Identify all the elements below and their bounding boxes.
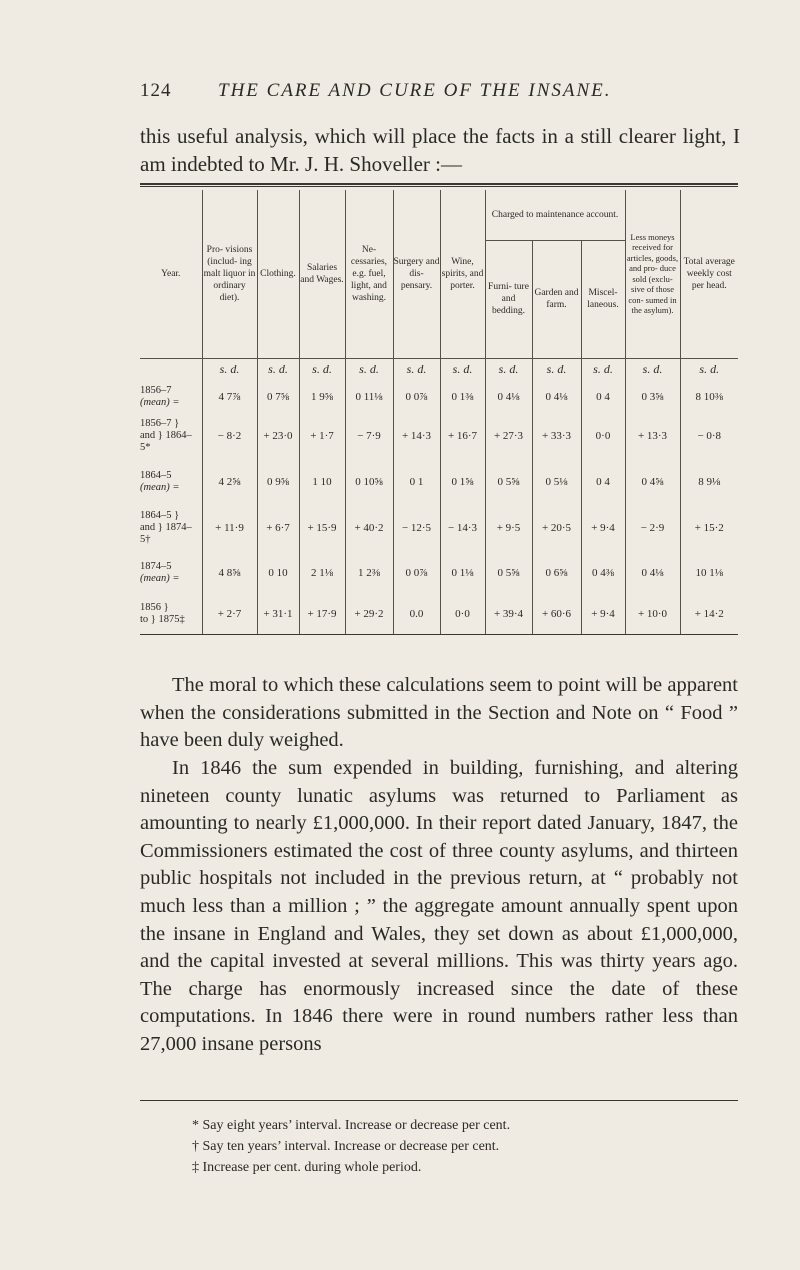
table-cell: 0 11⅛ [345,381,393,413]
footnote-2: † Say ten years’ interval. Increase or decrease per cent. [192,1139,500,1154]
table-cell: + 15·2 [680,505,738,551]
unit-label: s. d. [581,358,625,381]
table-cell: + 23·0 [257,413,299,459]
table-cell: + 29·2 [345,595,393,635]
table-cell: 1 9⅝ [299,381,345,413]
table-cell: − 0·8 [680,413,738,459]
footnote-1: * Say eight years’ interval. Increase or decrease per cent. [192,1118,511,1133]
col-header-furniture: Furni- ture and bedding. [485,240,532,358]
unit-label: s. d. [680,358,738,381]
unit-label: s. d. [485,358,532,381]
year-cell: 1856–7 (mean) = [140,384,180,408]
table-cell: − 7·9 [345,413,393,459]
table-cell: + 17·9 [299,595,345,635]
table-cell: + 14·2 [680,595,738,635]
table-cell: + 27·3 [485,413,532,459]
table-cell: 0 10 [257,551,299,595]
table-cell: 1 2⅜ [345,551,393,595]
table-top-rule-thin [140,186,738,187]
running-title: THE CARE AND CURE OF THE INSANE. [218,80,612,101]
unit-label: s. d. [345,358,393,381]
table-cell: 0 4⅜ [581,551,625,595]
table-cell: + 11·9 [202,505,257,551]
table-cell: + 2·7 [202,595,257,635]
col-header-wine: Wine, spirits, and porter. [440,190,485,358]
col-header-provisions: Pro- visions (includ- ing malt liquor in ordinary diet). [202,190,257,358]
table-cell: 0 1⅛ [440,551,485,595]
table-cell: 2 1⅛ [299,551,345,595]
table-row [140,551,738,595]
table-cell: 0 4⅛ [625,551,680,595]
table-cell: 0.0 [393,595,440,635]
table-cell: 0 7⅝ [257,381,299,413]
table-cell: 0·0 [440,595,485,635]
table-cell: 0 4⅝ [625,459,680,505]
year-cell: 1864–5 (mean) = [140,469,180,493]
table-cell: 0 0⅞ [393,551,440,595]
table-cell: 0 1 [393,459,440,505]
table-cell: + 39·4 [485,595,532,635]
table-cell: + 6·7 [257,505,299,551]
table-row [140,381,738,413]
col-header-salaries: Salaries and Wages. [299,190,345,358]
year-cell: 1874–5 (mean) = [140,560,180,584]
table-top-rule [140,183,738,185]
table-cell: 1 10 [299,459,345,505]
table-cell: 0 4⅛ [485,381,532,413]
table-cell: − 2·9 [625,505,680,551]
table-cell: + 14·3 [393,413,440,459]
table-cell: + 16·7 [440,413,485,459]
table-cell: 0 4 [581,459,625,505]
unit-label: s. d. [532,358,581,381]
unit-label: s. d. [625,358,680,381]
col-header-surgery: Surgery and dis- pensary. [393,190,440,358]
col-header-garden: Garden and farm. [532,240,581,358]
table-cell: 0 9⅝ [257,459,299,505]
table-cell: 0 5⅝ [485,459,532,505]
col-header-year: Year. [140,190,202,358]
table-cell: + 15·9 [299,505,345,551]
table-cell: 0 6⅝ [532,551,581,595]
table-cell: + 31·1 [257,595,299,635]
table-cell: + 33·3 [532,413,581,459]
table-cell: 0 1⅜ [440,381,485,413]
col-header-clothing: Clothing. [257,190,299,358]
table-cell: 0 4⅛ [532,381,581,413]
table-cell: 0 4 [581,381,625,413]
col-header-miscellaneous: Miscel- laneous. [581,240,625,358]
table-cell: 4 2⅝ [202,459,257,505]
unit-label: s. d. [440,358,485,381]
table-cell: 0 5⅛ [532,459,581,505]
table-cell: + 9·4 [581,505,625,551]
table-cell: 0 10⅝ [345,459,393,505]
units-row [140,358,738,381]
year-cell: 1856–7 } and } 1864–5* [140,417,192,453]
table-cell: − 8·2 [202,413,257,459]
unit-label: s. d. [299,358,345,381]
running-header [140,80,740,106]
table-cell: 10 1⅛ [680,551,738,595]
table-cell: + 13·3 [625,413,680,459]
paragraph-moral: The moral to which these calculations seem to point will be apparent when the considerations submitted in the Section and Note on “ Food ” have been duly weighed. [140,674,738,752]
table-cell: + 1·7 [299,413,345,459]
table-cell: 0·0 [581,413,625,459]
table-row [140,505,738,551]
table-row [140,413,738,459]
group-header-maintenance: Charged to maintenance account. [485,190,625,240]
table-cell: + 10·0 [625,595,680,635]
paragraph-expenditure: In 1846 the sum expended in building, furnishing, and altering nineteen county lunatic asylums was returned to Parliament as amounting to nearly £1,000,000. In their report dated January, 1847, the Commissioners estimated the cost of three county asylums, and thirteen public hospitals not included in the previous return, at “ probably not much less than a million ; ” the aggregate amount annually spent upon the insane in England and Wales, they set down as about £1,000,000, and the capital invested at several millions. This was thirty years ago. The charge has enormously increased since the date of these computations. In 1846 there were in round numbers rather less than 27,000 insane persons [140,757,738,1055]
table-cell: 0 5⅝ [485,551,532,595]
year-cell: 1864–5 } and } 1874–5† [140,509,192,545]
unit-label: s. d. [393,358,440,381]
footnote-3: ‡ Increase per cent. during whole period. [192,1160,422,1175]
table-cell: + 9·5 [485,505,532,551]
col-header-necessaries: Ne- cessaries, e.g. fuel, light, and washing. [345,190,393,358]
col-header-total: Total average weekly cost per head. [680,190,738,358]
page-number: 124 [140,80,172,101]
unit-label: s. d. [202,358,257,381]
intro-paragraph: this useful analysis, which will place the facts in a still clearer light, I am indebted to Mr. J. H. Shoveller :— [140,124,740,176]
footnote-rule [140,1100,738,1101]
table-cell: 0 1⅝ [440,459,485,505]
table-row [140,459,738,505]
col-header-less-moneys: Less moneys received for articles, goods, and pro- duce sold (exclu- sive of those con- sumed in the asylum). [625,190,680,358]
table-cell: − 12·5 [393,505,440,551]
unit-label: s. d. [257,358,299,381]
cost-analysis-table [140,190,738,635]
table-row [140,595,738,635]
year-cell: 1856 } to } 1875‡ [140,595,202,635]
table-cell: 4 7⅞ [202,381,257,413]
table-cell: 8 9⅛ [680,459,738,505]
table-cell: 0 3⅝ [625,381,680,413]
footnote-block [140,1100,738,1178]
table-cell: + 60·6 [532,595,581,635]
table-cell: 0 0⅞ [393,381,440,413]
table-cell: + 20·5 [532,505,581,551]
table-cell: 4 8⅝ [202,551,257,595]
table-cell: + 40·2 [345,505,393,551]
table-cell: 8 10⅜ [680,381,738,413]
table-cell: + 9·4 [581,595,625,635]
table-cell: − 14·3 [440,505,485,551]
